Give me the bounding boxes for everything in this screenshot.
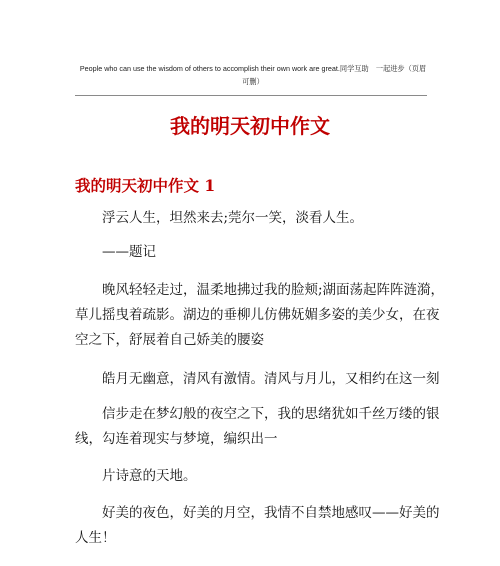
paragraph-line: 晚风轻轻走过，温柔地拂过我的脸颊;湖面荡起阵阵涟漪， <box>102 282 445 298</box>
paragraph-line: 草儿摇曳着疏影。湖边的垂柳儿仿佛妩媚多姿的美少女，在夜 <box>75 307 440 323</box>
paragraph-line: 皓月无幽意，清风有激情。清风与月儿，又相约在这一刻 <box>102 371 440 387</box>
paragraph-stroll <box>75 402 440 452</box>
section-heading: 我的明天初中作文 1 <box>75 176 216 195</box>
paragraph-evening-wind <box>75 278 445 353</box>
paragraph-beautiful-night <box>75 501 440 551</box>
header-chinese-text: 同学互助 一起进步（页眉 <box>339 64 427 73</box>
paragraph-epigraph <box>75 206 425 231</box>
page-header <box>70 62 436 88</box>
paragraph-poetic-world <box>75 464 425 489</box>
paragraph-line: 空之下，舒展着自己娇美的腰姿 <box>75 332 264 348</box>
paragraph-line: 片诗意的天地。 <box>102 468 197 484</box>
paragraph-epigraph-attribution <box>75 240 425 265</box>
paragraph-bright-moon <box>75 367 440 392</box>
paragraph-line: 好美的夜色，好美的月空，我情不自禁地感叹——好美的 <box>102 505 440 521</box>
paragraph-line: 浮云人生，坦然来去;莞尔一笑，淡看人生。 <box>102 210 364 226</box>
paragraph-line: 线，勾连着现实与梦境，编织出一 <box>75 431 278 447</box>
header-divider <box>75 95 427 96</box>
paragraph-line: 信步走在梦幻般的夜空之下，我的思绪犹如千丝万缕的银 <box>102 406 440 422</box>
paragraph-line: 人生！ <box>75 530 116 546</box>
header-chinese-text-continued: 可删） <box>242 77 264 86</box>
header-english-text: People who can use the wisdom of others to accomplish their own work are great. <box>79 64 340 73</box>
document-title: 我的明天初中作文 <box>170 114 330 138</box>
paragraph-line: ——题记 <box>102 244 156 260</box>
